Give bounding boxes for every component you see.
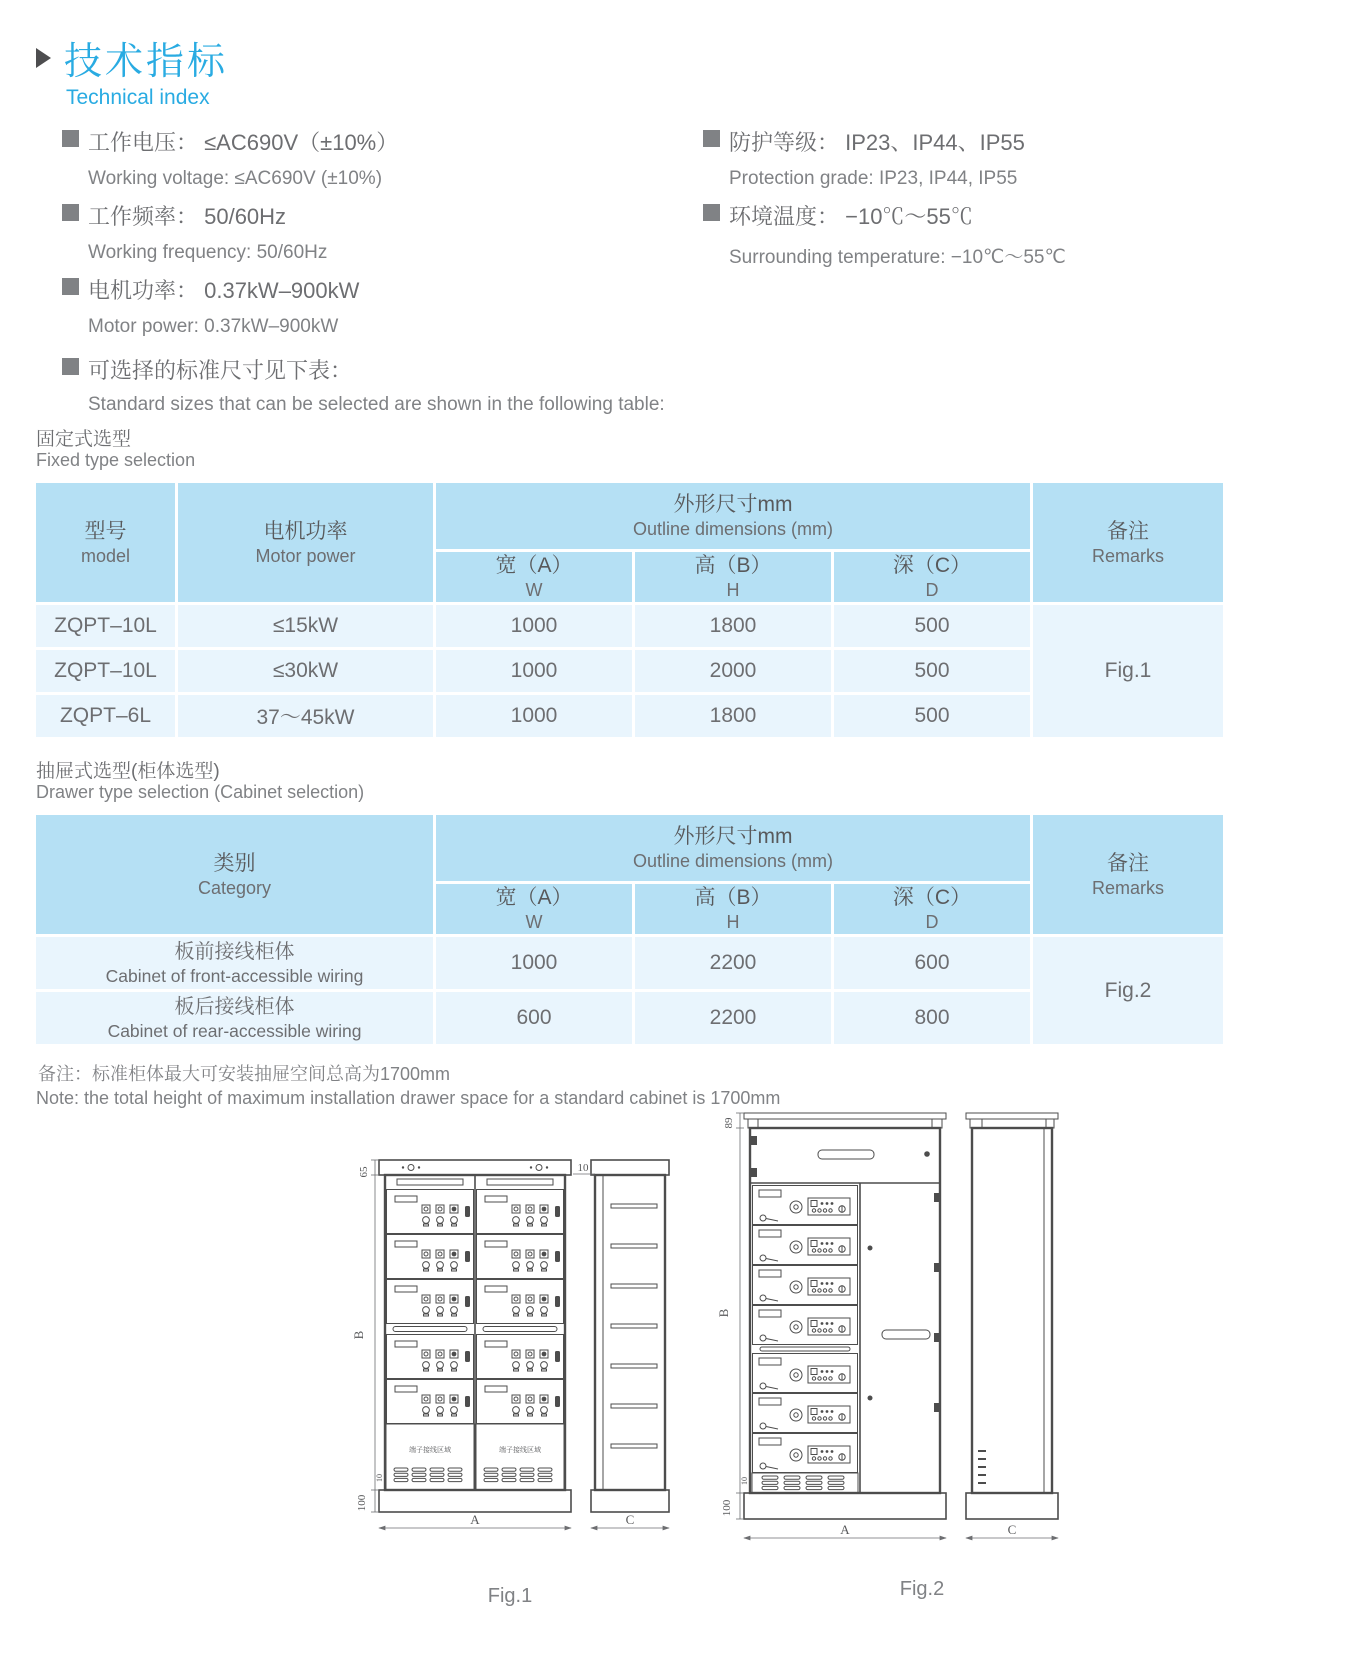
bullet-square-icon [62, 130, 79, 147]
spec-surrounding-temp-zh: 环境温度： −10℃～55℃ [729, 204, 973, 229]
fig2-cabinet-drawing [700, 1098, 1070, 1553]
spec-motor-power-en: Motor power: 0.37kW–900kW [88, 316, 339, 337]
fig2-dim-10-inset: 10 [740, 1477, 749, 1485]
spec-motor-power-zh: 电机功率： 0.37kW–900kW [88, 278, 360, 303]
fig2-dim-100: 100 [721, 1499, 733, 1517]
col-header-category: 类别 Category [36, 815, 433, 934]
bullet-square-icon [62, 358, 79, 375]
drawer-type-table [33, 812, 1226, 1047]
fig1-caption: Fig.1 [487, 1585, 533, 1607]
col-header-remarks: 备注 Remarks [1033, 483, 1223, 602]
spec-standard-sizes-en: Standard sizes that can be selected are shown in the following table: [88, 394, 665, 415]
fig1-dim-B: B [351, 1330, 366, 1340]
section-arrow-icon [36, 48, 51, 68]
col-header-outline-dimensions: 外形尺寸mm Outline dimensions (mm) [436, 483, 1030, 549]
fig1-dim-10-top: 10 [577, 1162, 589, 1174]
bullet-square-icon [703, 130, 720, 147]
col-header-outline-dimensions: 外形尺寸mm Outline dimensions (mm) [436, 815, 1030, 881]
spec-working-voltage-zh: 工作电压： ≤AC690V（±10%） [88, 130, 399, 155]
fig2-caption: Fig.2 [899, 1578, 945, 1600]
table-row: 板前接线柜体 Cabinet of front-accessible wiring 1000 2200 600 Fig.2 [36, 937, 1223, 989]
fig1-dim-A: A [470, 1512, 480, 1527]
fig1-dim-65: 65 [358, 1166, 370, 1178]
col-header-width: 宽（A） W [436, 884, 632, 934]
terminal-area-label: 端子接线区域 [409, 1447, 451, 1454]
fig2-dim-89: 89 [723, 1117, 735, 1129]
note-zh: 备注：标准柜体最大可安装抽屉空间总高为1700mm [38, 1064, 451, 1084]
spec-standard-sizes-zh: 可选择的标准尺寸见下表： [88, 358, 353, 383]
fig1-dim-10-inset: 10 [375, 1474, 384, 1482]
fig1-cabinet-drawing [345, 1140, 675, 1540]
bullet-square-icon [62, 204, 79, 221]
col-header-motor-power: 电机功率 Motor power [178, 483, 433, 602]
spec-protection-grade-en: Protection grade: IP23, IP44, IP55 [729, 168, 1018, 189]
fixed-section-title-zh: 固定式选型 [36, 429, 132, 450]
fig2-dim-B: B [716, 1308, 731, 1318]
note-en: Note: the total height of maximum installation drawer space for a standard cabinet is 1700mm [36, 1088, 781, 1108]
col-header-depth: 深（C） D [834, 884, 1030, 934]
spec-working-frequency-zh: 工作频率： 50/60Hz [88, 204, 287, 229]
page-subtitle: Technical index [66, 86, 210, 109]
table-row: 板后接线柜体 Cabinet of rear-accessible wiring 600 2200 800 [36, 992, 1223, 1044]
col-header-model: 型号 model [36, 483, 175, 602]
spec-working-frequency-en: Working frequency: 50/60Hz [88, 242, 328, 263]
table-row: ZQPT–10L ≤15kW 1000 1800 500 Fig.1 [36, 605, 1223, 647]
fixed-type-table [33, 480, 1226, 740]
col-header-height: 高（B） H [635, 552, 831, 602]
fixed-section-title-en: Fixed type selection [36, 450, 196, 470]
fig1-dim-100: 100 [356, 1494, 368, 1512]
spec-protection-grade-zh: 防护等级： IP23、IP44、IP55 [729, 130, 1025, 155]
table-row: ZQPT–10L ≤30kW 1000 2000 500 [36, 650, 1223, 692]
fig1-dim-C: C [625, 1512, 635, 1527]
col-header-height: 高（B） H [635, 884, 831, 934]
col-header-width: 宽（A） W [436, 552, 632, 602]
fig2-dim-A: A [840, 1522, 850, 1537]
fig2-dim-C: C [1007, 1522, 1017, 1537]
table-row: ZQPT–6L 37～45kW 1000 1800 500 [36, 695, 1223, 737]
col-header-remarks: 备注 Remarks [1033, 815, 1223, 934]
col-header-depth: 深（C） D [834, 552, 1030, 602]
spec-working-voltage-en: Working voltage: ≤AC690V (±10%) [88, 168, 383, 189]
drawer-section-title-en: Drawer type selection (Cabinet selection) [36, 782, 365, 802]
remarks-cell: Fig.1 [1033, 605, 1223, 737]
remarks-cell: Fig.2 [1033, 937, 1223, 1044]
terminal-area-label: 端子接线区域 [499, 1447, 541, 1454]
page-title: 技术指标 [64, 41, 229, 83]
spec-surrounding-temp-en: Surrounding temperature: −10℃～55℃ [729, 247, 1066, 268]
drawer-section-title-zh: 抽屉式选型(柜体选型) [36, 761, 220, 782]
bullet-square-icon [703, 204, 720, 221]
bullet-square-icon [62, 278, 79, 295]
